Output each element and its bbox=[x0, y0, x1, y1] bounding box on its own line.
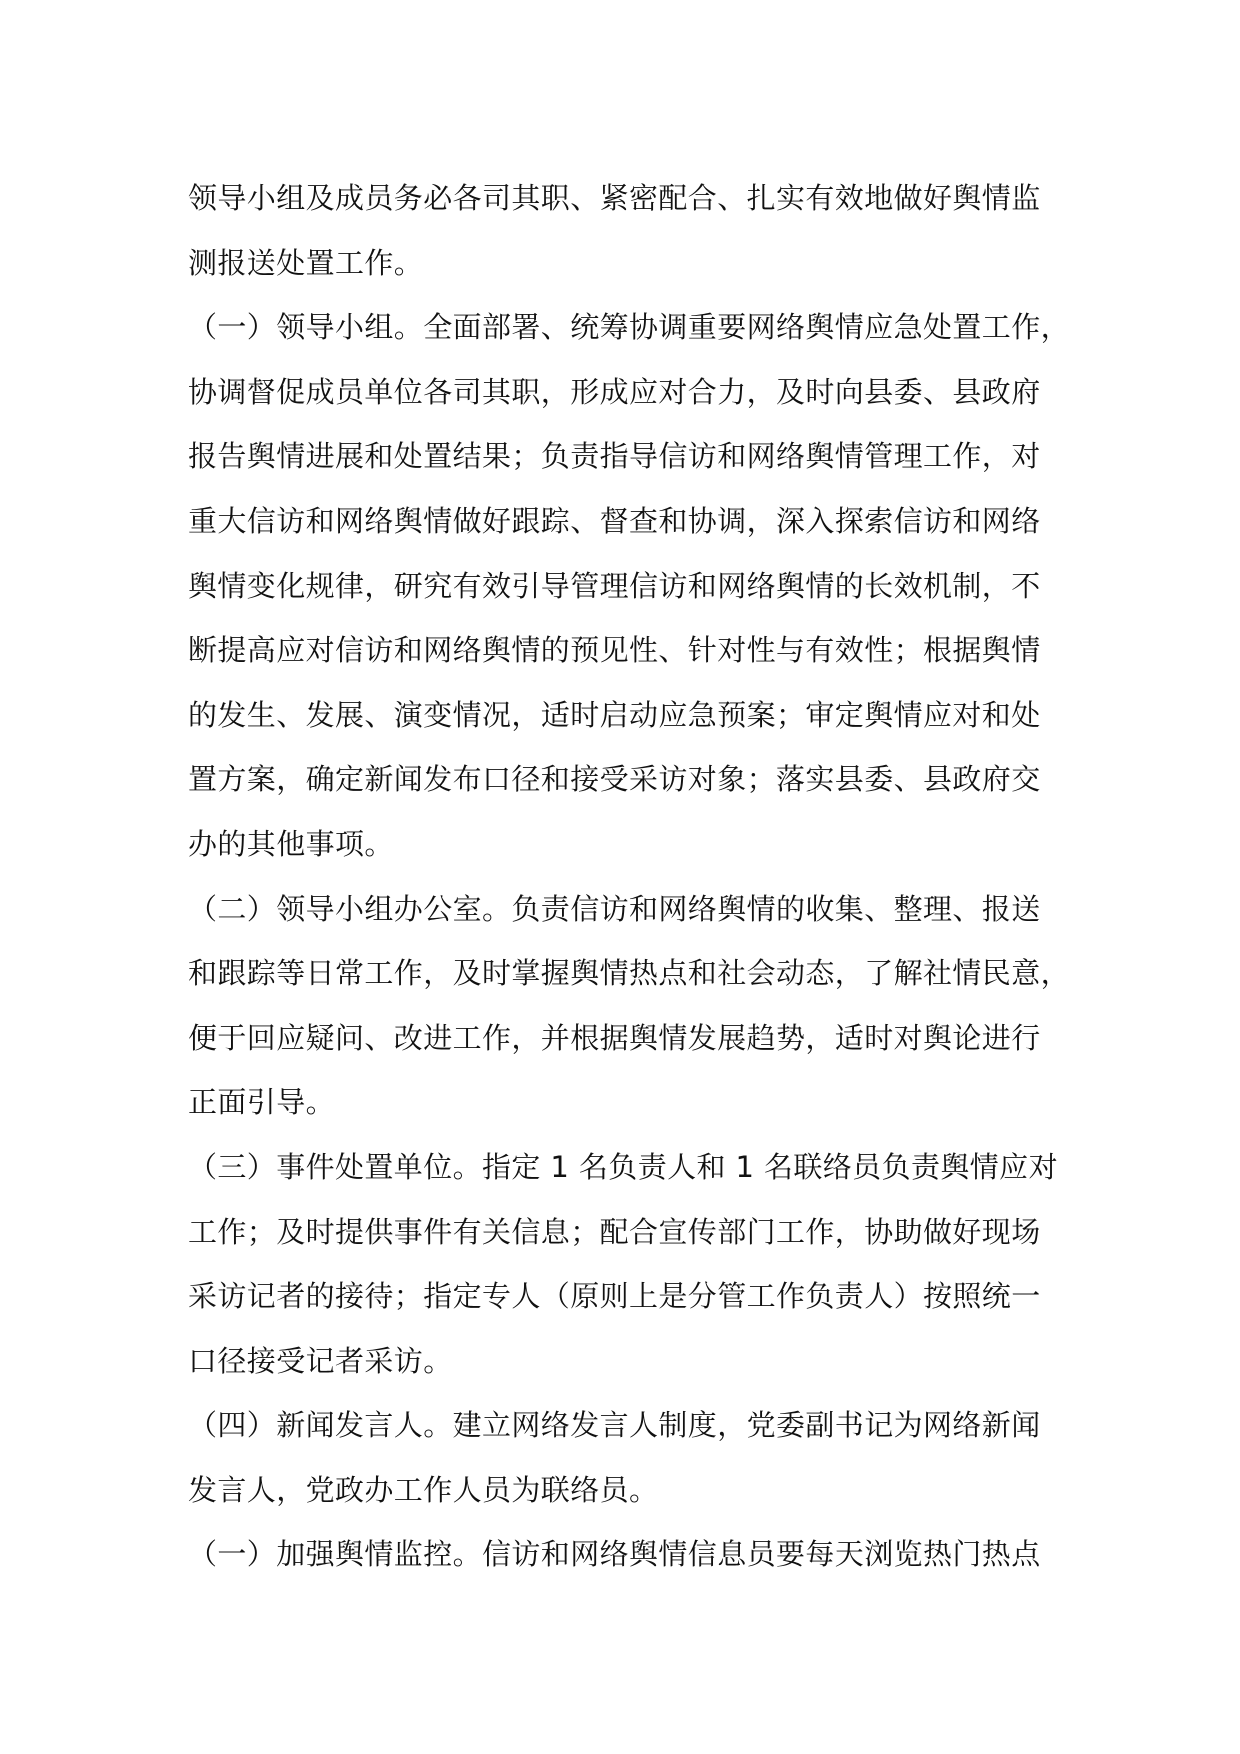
text-line: 置方案，确定新闻发布口径和接受采访对象；落实县委、县政府交 bbox=[188, 762, 1041, 797]
text-line: 便于回应疑问、改进工作，并根据舆情发展趋势，适时对舆论进行 bbox=[188, 1020, 1041, 1055]
text-line: 办的其他事项。 bbox=[188, 826, 394, 861]
text-line: 发言人，党政办工作人员为联络员。 bbox=[188, 1472, 659, 1507]
text-line: 采访记者的接待；指定专人（原则上是分管工作负责人）按照统一 bbox=[188, 1279, 1041, 1314]
text-line: 正面引导。 bbox=[188, 1085, 336, 1120]
text-line: 工作；及时提供事件有关信息；配合宣传部门工作，协助做好现场 bbox=[188, 1214, 1041, 1249]
text-line: 和跟踪等日常工作，及时掌握舆情热点和社会动态，了解社情民意， bbox=[188, 956, 1071, 991]
text-line: （二）领导小组办公室。负责信访和网络舆情的收集、整理、报送 bbox=[188, 891, 1041, 926]
text-line: （一）加强舆情监控。信访和网络舆情信息员要每天浏览热门热点 bbox=[188, 1537, 1041, 1572]
text-line: 口径接受记者采访。 bbox=[188, 1343, 453, 1378]
text-line: （四）新闻发言人。建立网络发言人制度，党委副书记为网络新闻 bbox=[188, 1408, 1041, 1443]
text-line: 重大信访和网络舆情做好跟踪、督查和协调，深入探索信访和网络 bbox=[188, 503, 1041, 538]
text-line: 舆情变化规律，研究有效引导管理信访和网络舆情的长效机制，不 bbox=[188, 568, 1041, 603]
text-line: （三）事件处置单位。指定 1 名负责人和 1 名联络员负责舆情应对 bbox=[188, 1149, 1058, 1184]
text-line: 领导小组及成员务必各司其职、紧密配合、扎实有效地做好舆情监 bbox=[188, 181, 1041, 215]
text-line: 协调督促成员单位各司其职，形成应对合力，及时向县委、县政府 bbox=[188, 374, 1041, 409]
document-body bbox=[188, 166, 1088, 1587]
text-line: 断提高应对信访和网络舆情的预见性、针对性与有效性；根据舆情 bbox=[188, 633, 1041, 668]
text-line: （一）领导小组。全面部署、统筹协调重要网络舆情应急处置工作， bbox=[188, 310, 1071, 345]
text-line: 测报送处置工作。 bbox=[188, 245, 424, 280]
text-line: 报告舆情进展和处置结果；负责指导信访和网络舆情管理工作，对 bbox=[188, 439, 1041, 474]
text-line: 的发生、发展、演变情况，适时启动应急预案；审定舆情应对和处 bbox=[188, 697, 1041, 732]
